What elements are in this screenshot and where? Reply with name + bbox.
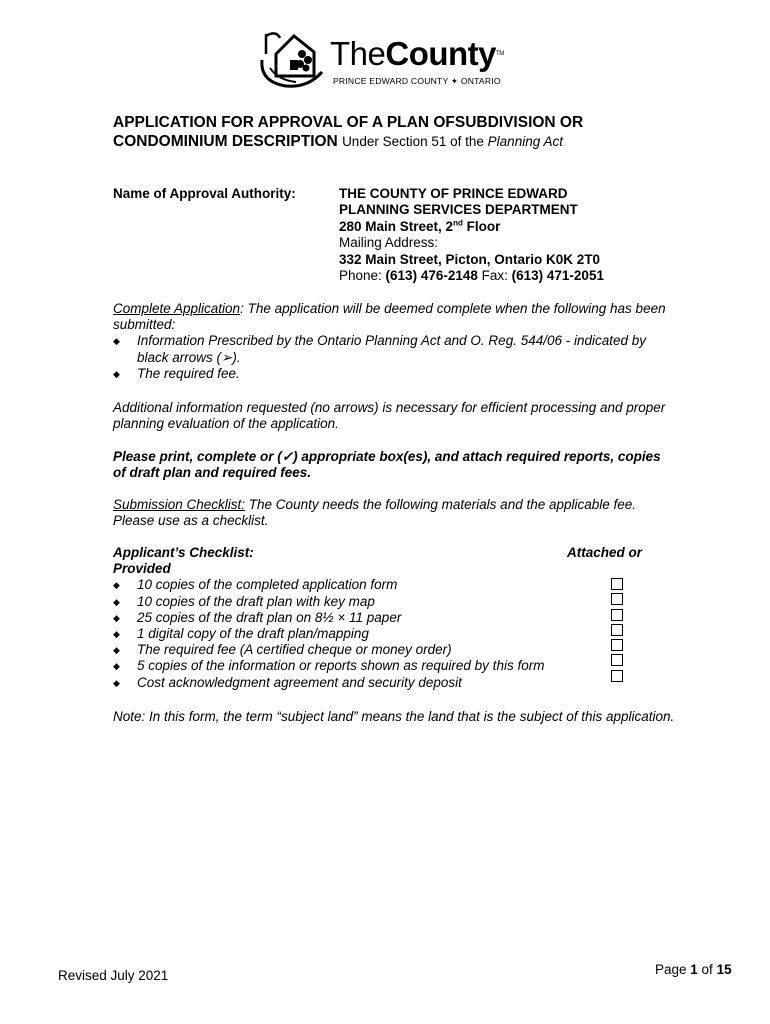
checklist-item: ◆ Cost acknowledgment agreement and security deposit: [113, 674, 462, 690]
list-item: ◆ The required fee.: [113, 365, 240, 381]
bullet-icon: ◆: [113, 336, 120, 347]
checkbox-draft-plan-copies[interactable]: [611, 609, 623, 621]
checkbox-draft-plan-key-map[interactable]: [611, 593, 623, 605]
bullet-icon: ◆: [113, 645, 120, 656]
instructions-paragraph: Please print, complete or (✓) appropriate box(es), and attach required reports, copies of draft plan and required fees.: [113, 449, 661, 481]
checklist-item: ◆ 10 copies of the draft plan with key map: [113, 593, 375, 609]
approval-authority-address: THE COUNTY OF PRINCE EDWARD PLANNING SERVICES DEPARTMENT 280 Main Street, 2nd Floor Mailing Address: 332 Main Street, Picton, Ontario K0K 2T0 Phone: (613) 476-2148 Fax: (613) 471-2051: [339, 186, 604, 284]
bullet-icon: ◆: [113, 612, 120, 623]
complete-application-section: Complete Application: The application will be deemed complete when the following has been submitted: ◆ Information Prescribed by the Ontario Planning Act and O. Reg. 544/06 - indicated by black arrows (➢). ◆ The required fee.: [113, 301, 673, 382]
brand-name: TheCounty™: [330, 35, 504, 72]
submission-checklist-paragraph: Submission Checklist: The County needs the following materials and the applicable fee. Please use as a checklist.: [113, 497, 637, 529]
checklist-item: ◆ 1 digital copy of the draft plan/mapping: [113, 626, 369, 642]
checklist-item: ◆ 10 copies of the completed application form: [113, 577, 398, 593]
checklist-item: ◆ 5 copies of the information or reports shown as required by this form: [113, 658, 545, 674]
bullet-icon: ◆: [113, 677, 120, 688]
checkbox-reports[interactable]: [611, 654, 623, 666]
approval-authority-label: Name of Approval Authority:: [113, 186, 296, 201]
checklist-header-provided: Provided: [113, 561, 171, 577]
bullet-icon: ◆: [113, 629, 120, 640]
checkbox-completed-application[interactable]: [611, 578, 623, 590]
page-number: Page 1 of 15: [655, 962, 732, 977]
applicant-checklist: [113, 545, 643, 691]
revision-date: Revised July 2021: [58, 968, 169, 983]
checkbox-column: [611, 578, 623, 685]
checklist-item: ◆ The required fee (A certified cheque or money order): [113, 642, 452, 658]
county-logo: [256, 24, 516, 94]
checkbox-required-fee[interactable]: [611, 639, 623, 651]
bullet-icon: ◆: [113, 661, 120, 672]
bullet-icon: ◆: [113, 580, 120, 591]
checkbox-digital-copy[interactable]: [611, 624, 623, 636]
bullet-icon: ◆: [113, 368, 120, 379]
checkbox-cost-agreement[interactable]: [611, 670, 623, 682]
checklist-header: Applicant’s Checklist:: [113, 545, 254, 560]
county-logo-icon: [256, 24, 328, 90]
attached-provided-header: Attached or: [567, 545, 643, 560]
additional-info-paragraph: Additional information requested (no arrows) is necessary for efficient processing and proper planning evaluation of the application.: [113, 400, 666, 432]
brand-tagline: PRINCE EDWARD COUNTY ✦ ONTARIO: [333, 76, 501, 86]
checklist-item: ◆ 25 copies of the draft plan on 8½ × 11 paper: [113, 609, 402, 625]
subject-land-note: Note: In this form, the term “subject land” means the land that is the subject of this application.: [113, 709, 675, 724]
list-item: ◆ Information Prescribed by the Ontario Planning Act and O. Reg. 544/06 - indicated by black arrows (➢).: [113, 333, 647, 365]
document-title: APPLICATION FOR APPROVAL OF A PLAN OFSUBDIVISION OR CONDOMINIUM DESCRIPTION Under Section 51 of the Planning Act: [113, 114, 584, 150]
bullet-icon: ◆: [113, 596, 120, 607]
